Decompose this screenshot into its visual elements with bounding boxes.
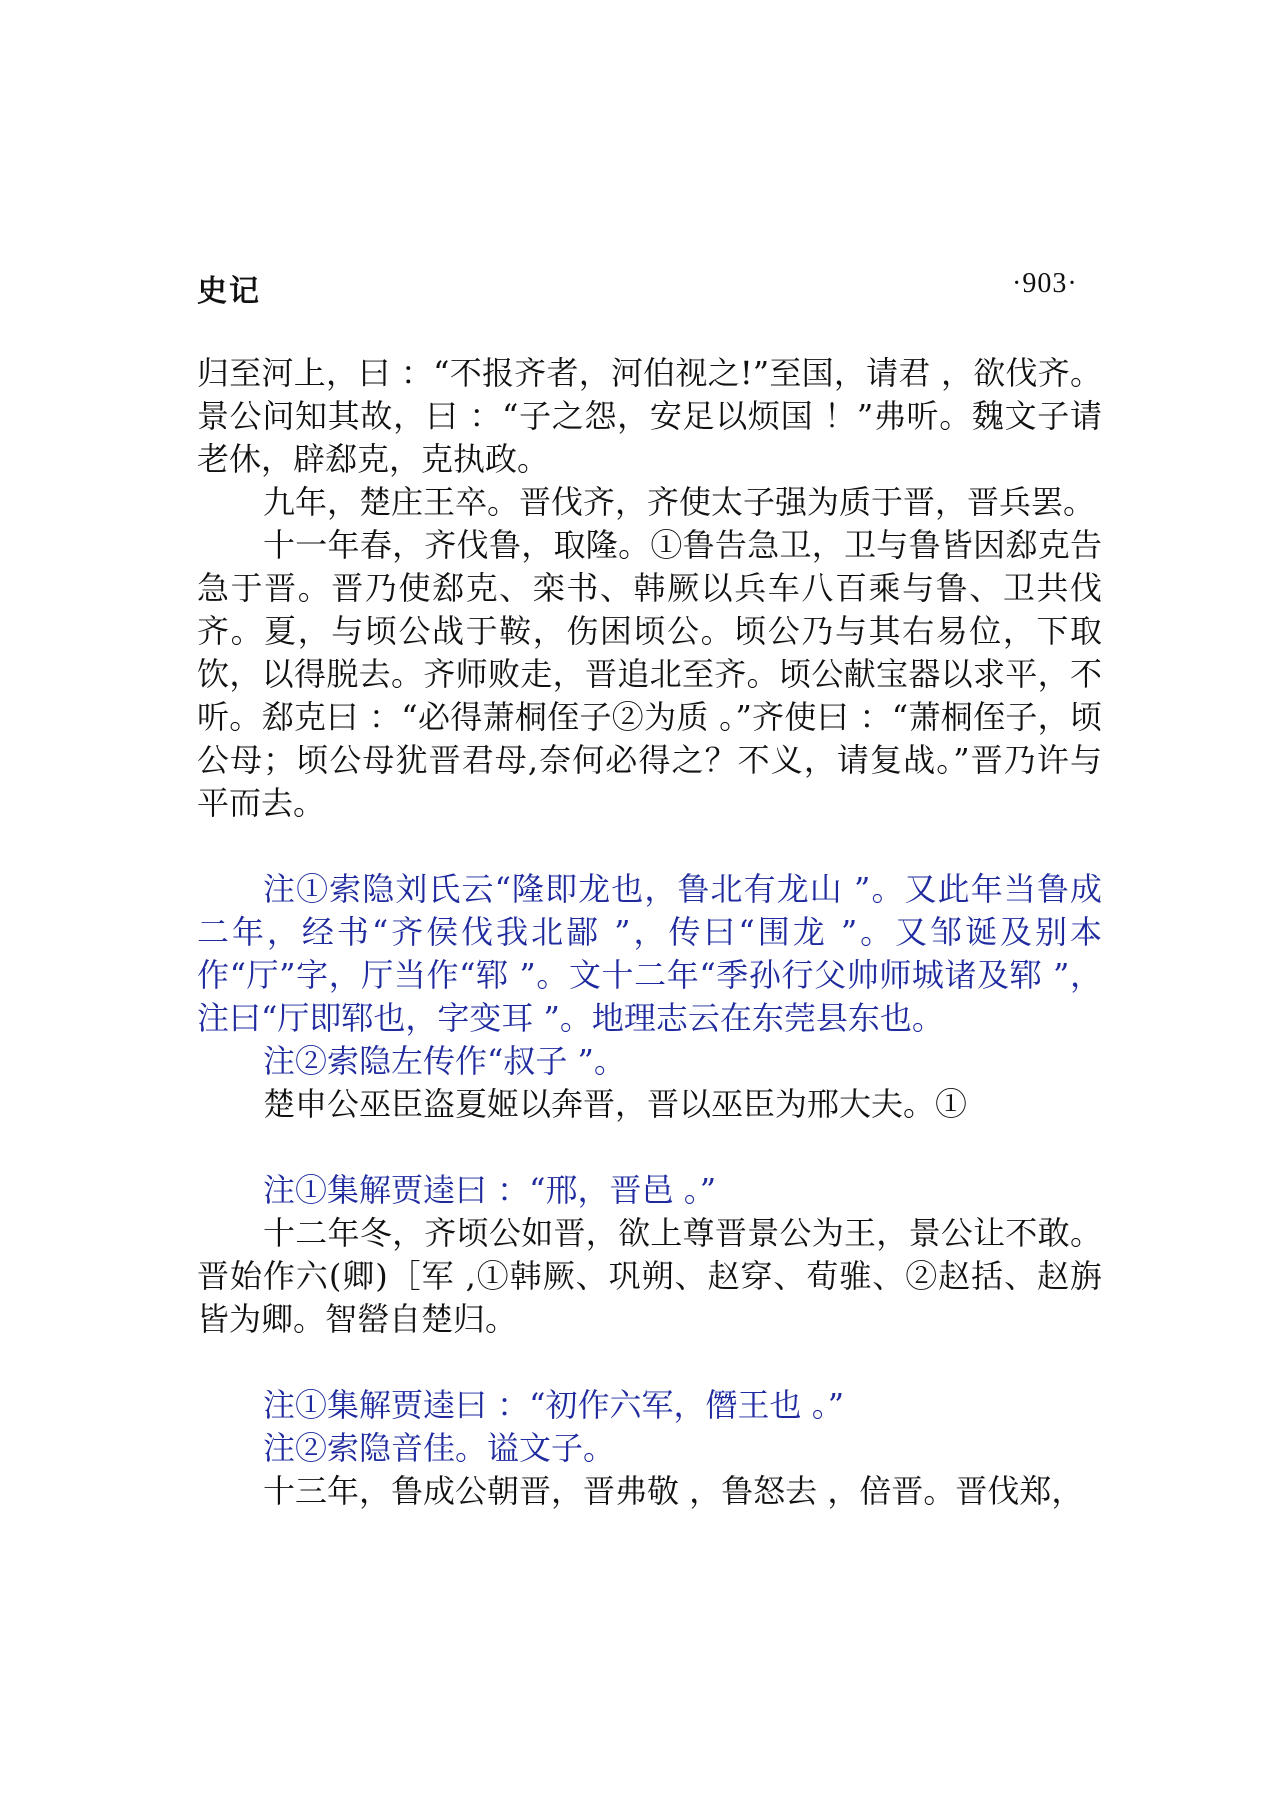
paragraph-gap <box>197 825 1102 868</box>
annotation-note: 注①集解贾逵曰 ：“邢，晋邑 。” <box>263 1171 717 1209</box>
paragraph-gap <box>197 1341 1102 1384</box>
paragraph: 十二年冬，齐顷公如晋，欲上尊晋景公为王，景公让不敢。晋始作六(卿)［军 ,①韩厥、巩朔、赵穿、荀骓、②赵括、赵旃皆为卿。智罃自楚归。 <box>197 1214 1102 1338</box>
annotation-note: 注②索隐左传作“叔子 ”。 <box>263 1042 626 1080</box>
running-title: 史记 <box>197 274 261 309</box>
paragraph: 十三年，鲁成公朝晋，晋弗敬 ，鲁怒去 ，倍晋。晋伐郑， <box>263 1472 1084 1510</box>
annotation-note: 注①索隐刘氏云“隆即龙也，鲁北有龙山 ”。又此年当鲁成二年，经书“齐侯伐我北鄙 ”，传曰“围龙 ”。又邹诞及别本作“厅”字，厅当作“郓 ”。文十二年“季孙行父帅师城诸及郓 ”，注曰“厅即郓也，字变耳 ”。地理志云在东莞县东也。 <box>197 870 1102 1037</box>
paragraph: 九年，楚庄王卒。晋伐齐，齐使太子强为质于晋，晋兵罢。 <box>263 483 1096 521</box>
body-text <box>197 352 1102 1513</box>
annotation-note: 注②索隐音佳。谥文子。 <box>263 1429 616 1467</box>
paragraph: 归至河上，曰 ：“不报齐者，河伯视之!”至国，请君 ，欲伐齐。景公问知其故，曰 ：“子之怨，安足以烦国 ！”弗听。魏文子请老休，辟郄克，克执政。 <box>197 354 1102 478</box>
page-number: ·903· <box>1012 268 1078 299</box>
paragraph: 十一年春，齐伐鲁，取隆。①鲁告急卫，卫与鲁皆因郄克告急于晋。晋乃使郄克、栾书、韩厥以兵车八百乘与鲁、卫共伐齐。夏，与顷公战于鞍，伤困顷公。顷公乃与其右易位，下取饮，以得脱去。齐师败走，晋追北至齐。顷公献宝器以求平，不听。郄克曰 ：“必得萧桐侄子②为质 。”齐使曰 ：“萧桐侄子，顷公母；顷公母犹晋君母,奈何必得之？不义，请复战。”晋乃许与平而去。 <box>197 526 1102 822</box>
paragraph-gap <box>197 1126 1102 1169</box>
paragraph: 楚申公巫臣盗夏姬以奔晋，晋以巫臣为邢大夫。① <box>263 1085 968 1123</box>
annotation-note: 注①集解贾逵曰 ：“初作六军，僭王也 。” <box>263 1386 845 1424</box>
